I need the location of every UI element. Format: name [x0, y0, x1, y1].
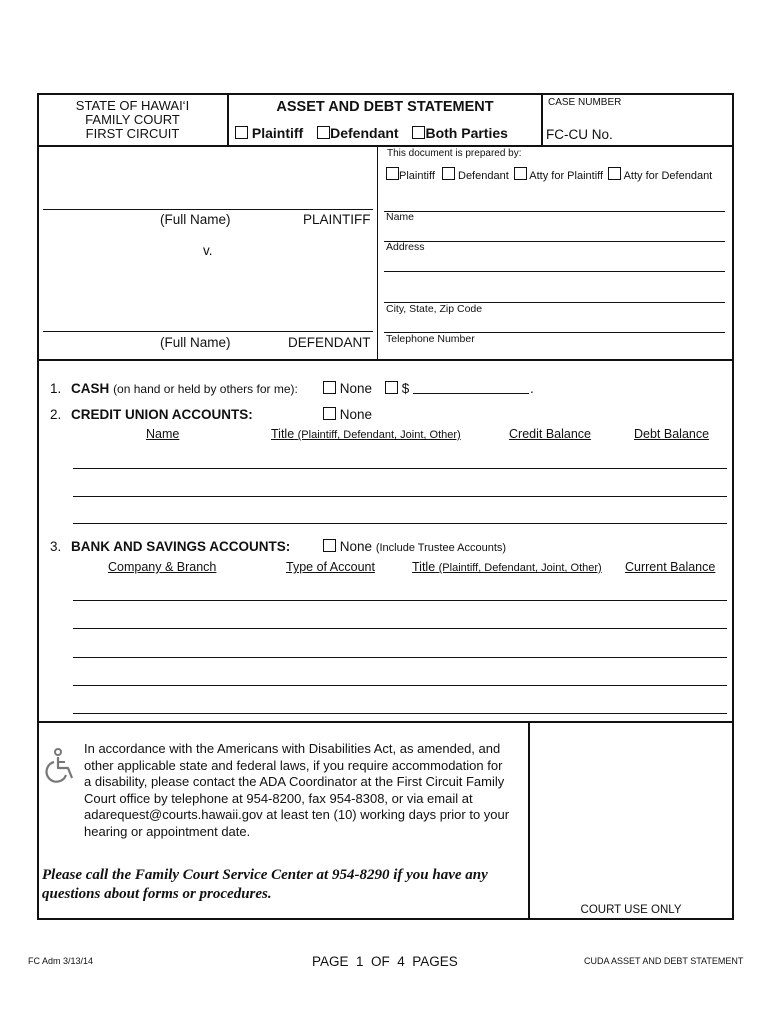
plaintiff-name-line	[43, 209, 373, 210]
checkbox[interactable]	[323, 539, 336, 552]
checkbox[interactable]	[386, 167, 399, 180]
preparer-plaintiff-option[interactable]: Plaintiff	[386, 170, 435, 182]
versus-label: v.	[203, 243, 213, 258]
checkbox[interactable]	[412, 126, 425, 139]
defendant-name-line	[43, 331, 373, 332]
caption-divider	[377, 145, 378, 359]
service-center-notice	[42, 866, 527, 904]
checkbox[interactable]	[323, 381, 336, 394]
bank-col-title: Title (Plaintiff, Defendant, Joint, Other)	[412, 560, 602, 574]
service-center-line: questions about forms or procedures.	[42, 886, 272, 902]
plaintiff-role-label: PLAINTIFF	[303, 212, 371, 227]
header-divider-left	[227, 93, 229, 145]
credit-union-heading	[50, 407, 253, 422]
caption-bottom-rule	[37, 359, 734, 361]
court-line-state: STATE OF HAWAI‘I	[75, 98, 190, 113]
checkbox[interactable]	[442, 167, 455, 180]
case-number-label: CASE NUMBER	[548, 97, 622, 108]
bank-entry-line[interactable]	[73, 713, 727, 714]
ada-line: other applicable state and federal laws, if you require accommodation for	[84, 757, 503, 773]
name-label: Name	[386, 211, 415, 223]
ada-line: Court office by telephone at 954-8200, fax 954-8308, or via email at	[84, 790, 473, 806]
bank-col-company: Company & Branch	[108, 560, 217, 574]
cash-note: (on hand or held by others for me):	[113, 382, 298, 396]
checkbox[interactable]	[514, 167, 527, 180]
credit-union-entry-line[interactable]	[73, 468, 727, 469]
preparer-atty-defendant-option[interactable]: Atty for Defendant	[608, 170, 712, 182]
credit-union-col-debt: Debt Balance	[634, 427, 710, 441]
city-label: City, State, Zip Code	[386, 303, 483, 315]
court-line-circuit: FIRST CIRCUIT	[85, 126, 180, 141]
credit-union-col-credit: Credit Balance	[509, 427, 591, 441]
wheelchair-icon	[44, 748, 78, 784]
cash-amount-line	[413, 393, 529, 394]
party-selector	[235, 125, 508, 141]
ada-line: In accordance with the Americans with Disabilities Act, as amended, and	[84, 741, 501, 756]
court-use-divider	[528, 721, 530, 920]
cash-period: .	[530, 381, 534, 396]
preparer-heading: This document is prepared by:	[387, 148, 522, 159]
bank-entry-line[interactable]	[73, 600, 727, 601]
ada-notice	[84, 741, 522, 840]
credit-union-title: CREDIT UNION ACCOUNTS:	[71, 407, 253, 422]
party-plaintiff-option[interactable]: Plaintiff	[235, 125, 303, 141]
bottom-region-rule	[37, 721, 734, 723]
credit-union-entry-line[interactable]	[73, 496, 727, 497]
court-line-court: FAMILY COURT	[85, 112, 180, 127]
telephone-label: Telephone Number	[386, 333, 475, 345]
credit-union-number: 2.	[50, 407, 62, 422]
bank-entry-line[interactable]	[73, 657, 727, 658]
preparer-line-2	[384, 241, 725, 242]
bank-col-balance: Current Balance	[625, 560, 716, 574]
plaintiff-full-name-label: (Full Name)	[160, 212, 231, 227]
party-defendant-option[interactable]: Defendant	[317, 125, 398, 141]
ada-line: hearing or appointment date.	[84, 823, 251, 839]
bank-none-option[interactable]: None (Include Trustee Accounts)	[323, 539, 506, 554]
preparer-line-1	[384, 211, 725, 212]
checkbox[interactable]	[608, 167, 621, 180]
address-label: Address	[386, 241, 425, 253]
preparer-defendant-option[interactable]: Defendant	[442, 170, 509, 182]
checkbox[interactable]	[317, 126, 330, 139]
ada-line: adarequest@courts.hawaii.gov at least ten (10) working days prior to your	[84, 807, 510, 822]
cash-none-option[interactable]: None	[323, 381, 372, 396]
bank-title: BANK AND SAVINGS ACCOUNTS:	[71, 539, 291, 554]
credit-union-col-title: Title (Plaintiff, Defendant, Joint, Other)	[271, 427, 461, 441]
header-bottom-rule	[37, 145, 734, 147]
party-both-option[interactable]: Both Parties	[412, 125, 507, 141]
header-divider-right	[541, 93, 543, 145]
checkbox[interactable]	[235, 126, 248, 139]
bank-entry-line[interactable]	[73, 685, 727, 686]
preparer-line-3	[384, 271, 725, 272]
defendant-role-label: DEFENDANT	[288, 335, 371, 350]
cash-amount-option[interactable]: $	[385, 381, 409, 396]
wheelchair-icon-graphic	[44, 748, 78, 784]
footer-doc-title: CUDA ASSET AND DEBT STATEMENT	[584, 956, 744, 966]
court-heading	[40, 99, 225, 141]
case-number-field[interactable]: FC-CU No.	[546, 127, 613, 142]
checkbox[interactable]	[323, 407, 336, 420]
cash-number: 1.	[50, 381, 62, 396]
page-indicator: PAGE 1 OF 4 PAGES	[312, 954, 458, 969]
cash-title: CASH	[71, 381, 110, 396]
credit-union-col-name: Name	[146, 427, 180, 441]
bank-col-type: Type of Account	[286, 560, 375, 574]
court-use-label: COURT USE ONLY	[580, 904, 682, 916]
defendant-full-name-label: (Full Name)	[160, 335, 231, 350]
service-center-line: Please call the Family Court Service Center at 954-8290 if you have any	[42, 867, 488, 883]
cash-row	[50, 381, 298, 396]
document-title: ASSET AND DEBT STATEMENT	[276, 99, 494, 115]
ada-line: a disability, please contact the ADA Coordinator at the First Circuit Family	[84, 774, 505, 789]
bank-number: 3.	[50, 539, 62, 554]
bank-entry-line[interactable]	[73, 628, 727, 629]
credit-union-none-option[interactable]: None	[323, 407, 372, 422]
preparer-atty-plaintiff-option[interactable]: Atty for Plaintiff	[514, 170, 603, 182]
credit-union-entry-line[interactable]	[73, 523, 727, 524]
checkbox[interactable]	[385, 381, 398, 394]
bank-heading	[50, 539, 290, 554]
bank-none-note: (Include Trustee Accounts)	[375, 542, 507, 554]
preparer-options	[386, 167, 712, 182]
form-id: FC Adm 3/13/14	[28, 956, 94, 966]
